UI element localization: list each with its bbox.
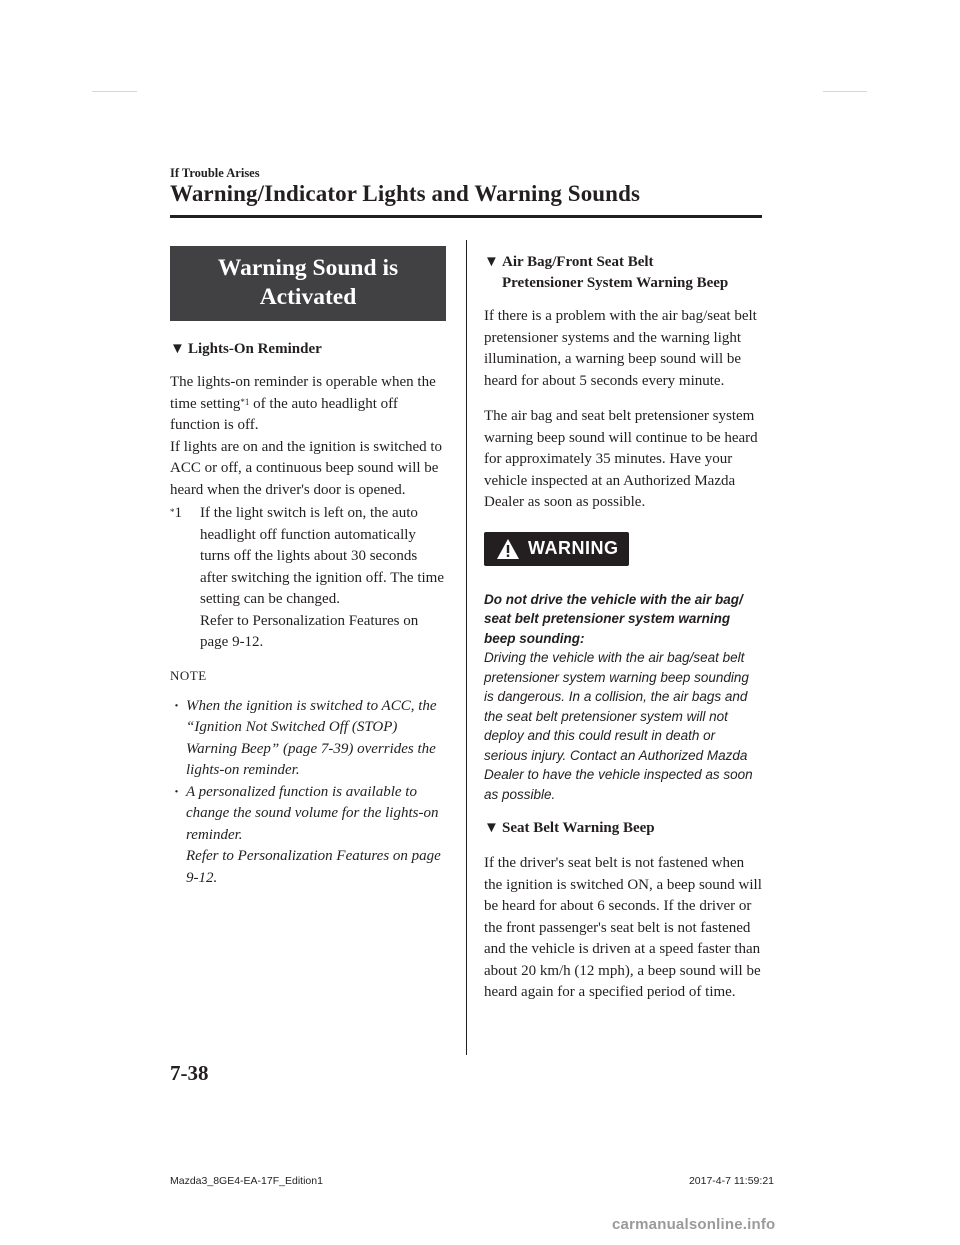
note-list — [170, 696, 446, 890]
left-column — [170, 246, 446, 889]
banner-line-1: Warning Sound is — [217, 255, 399, 281]
section-banner — [170, 246, 446, 321]
footer-timestamp: 2017-4-7 11:59:21 — [688, 1175, 774, 1187]
warning-bold-text: Do not drive the vehicle with the air bag/ seat belt pretensioner system warning beep sounding: — [484, 591, 743, 646]
page-title: Warning/Indicator Lights and Warning Sounds — [170, 181, 641, 206]
page-number: 7-38 — [170, 1061, 209, 1085]
note-item — [170, 782, 446, 890]
triangle-marker-icon: ▼ — [484, 254, 499, 270]
seatbelt-heading-text: Seat Belt Warning Beep — [502, 820, 655, 836]
lights-on-p1-a: The lights-on reminder is operable when the time setting — [170, 374, 436, 412]
column-divider — [466, 240, 467, 1055]
footnote-reference: Refer to Personalization Features on page 9-12. — [200, 612, 419, 650]
bullet-icon: · — [174, 783, 180, 800]
spacer — [484, 392, 762, 406]
section-name: If Trouble Arises — [170, 166, 260, 180]
lights-on-paragraph-1 — [170, 372, 446, 437]
bullet-icon: · — [174, 697, 180, 714]
note-item — [170, 696, 446, 782]
footnote-text: If the light switch is left on, the auto headlight off function automatically turns off the lights about 30 seconds after switching the ignition off. The time setting can be changed. — [200, 505, 444, 607]
footnote-ref: *1 — [240, 396, 250, 407]
crop-mark-left — [92, 91, 137, 92]
warning-triangle-icon — [496, 538, 520, 560]
warning-badge-label: WARNING — [528, 538, 619, 558]
warning-badge — [484, 532, 629, 566]
note-label: NOTE — [170, 667, 207, 683]
footer-edition: Mazda3_8GE4-EA-17F_Edition1 — [170, 1175, 323, 1187]
note-item-1-text: When the ignition is switched to ACC, the “Ignition Not Switched Off (STOP) Warning Beep” (page 7-39) overrides the lights-on reminder. — [186, 697, 437, 778]
triangle-marker-icon: ▼ — [170, 341, 185, 357]
footnote-mark: *1 — [170, 505, 182, 521]
watermark: carmanualsonline.info — [612, 1216, 776, 1233]
triangle-marker-icon: ▼ — [484, 820, 499, 836]
seatbelt-heading — [484, 818, 762, 839]
airbag-paragraph-1: If there is a problem with the air bag/seat belt pretensioner systems and the warning light illumination, a warning beep sound will be heard for about 5 seconds every minute. — [484, 308, 757, 389]
note-item-2-text: A personalized function is available to change the sound volume for the lights-on reminder. — [186, 783, 439, 843]
header-rule — [170, 215, 762, 218]
seatbelt-paragraph: If the driver's seat belt is not fastened when the ignition is switched ON, a beep sound will be heard for about 6 seconds. If the driver or the front passenger's seat belt is not fastened and the vehicle is driven at a speed faster than about 20 km/h (12 mph), a beep sound will be heard again for a specified period of time. — [484, 855, 762, 1000]
banner-line-2: Activated — [259, 284, 357, 310]
note-item-2-reference: Refer to Personalization Features on page 9-12. — [186, 848, 441, 886]
right-column — [484, 252, 762, 1004]
airbag-heading-line-1: Air Bag/Front Seat Belt — [502, 254, 654, 270]
footnote — [170, 503, 446, 654]
crop-mark-right — [823, 91, 867, 92]
lights-on-p1-b: of the auto headlight off function is off. — [170, 395, 398, 433]
lights-on-heading — [170, 339, 446, 360]
lights-on-paragraph-2: If lights are on and the ignition is switched to ACC or off, a continuous beep sound will be heard when the driver's door is opened. — [170, 438, 443, 498]
warning-body-text: Driving the vehicle with the air bag/seat belt pretensioner system warning beep sounding is dangerous. In a collision, the air bags and the seat belt pretensioner system will not deploy and this could result in death or serious injury. Contact an Authorized Mazda Dealer to have the vehicle inspected as soon as possible. — [484, 650, 753, 802]
airbag-heading — [484, 252, 762, 294]
airbag-paragraph-2: The air bag and seat belt pretensioner system warning beep sound will continue to be heard for approximately 35 minutes. Have your vehicle inspected at an Authorized Mazda Dealer as soon as possible. — [484, 408, 758, 510]
lights-on-heading-text: Lights-On Reminder — [188, 341, 322, 357]
warning-text — [484, 590, 762, 805]
airbag-heading-line-2: Pretensioner System Warning Beep — [502, 275, 729, 291]
